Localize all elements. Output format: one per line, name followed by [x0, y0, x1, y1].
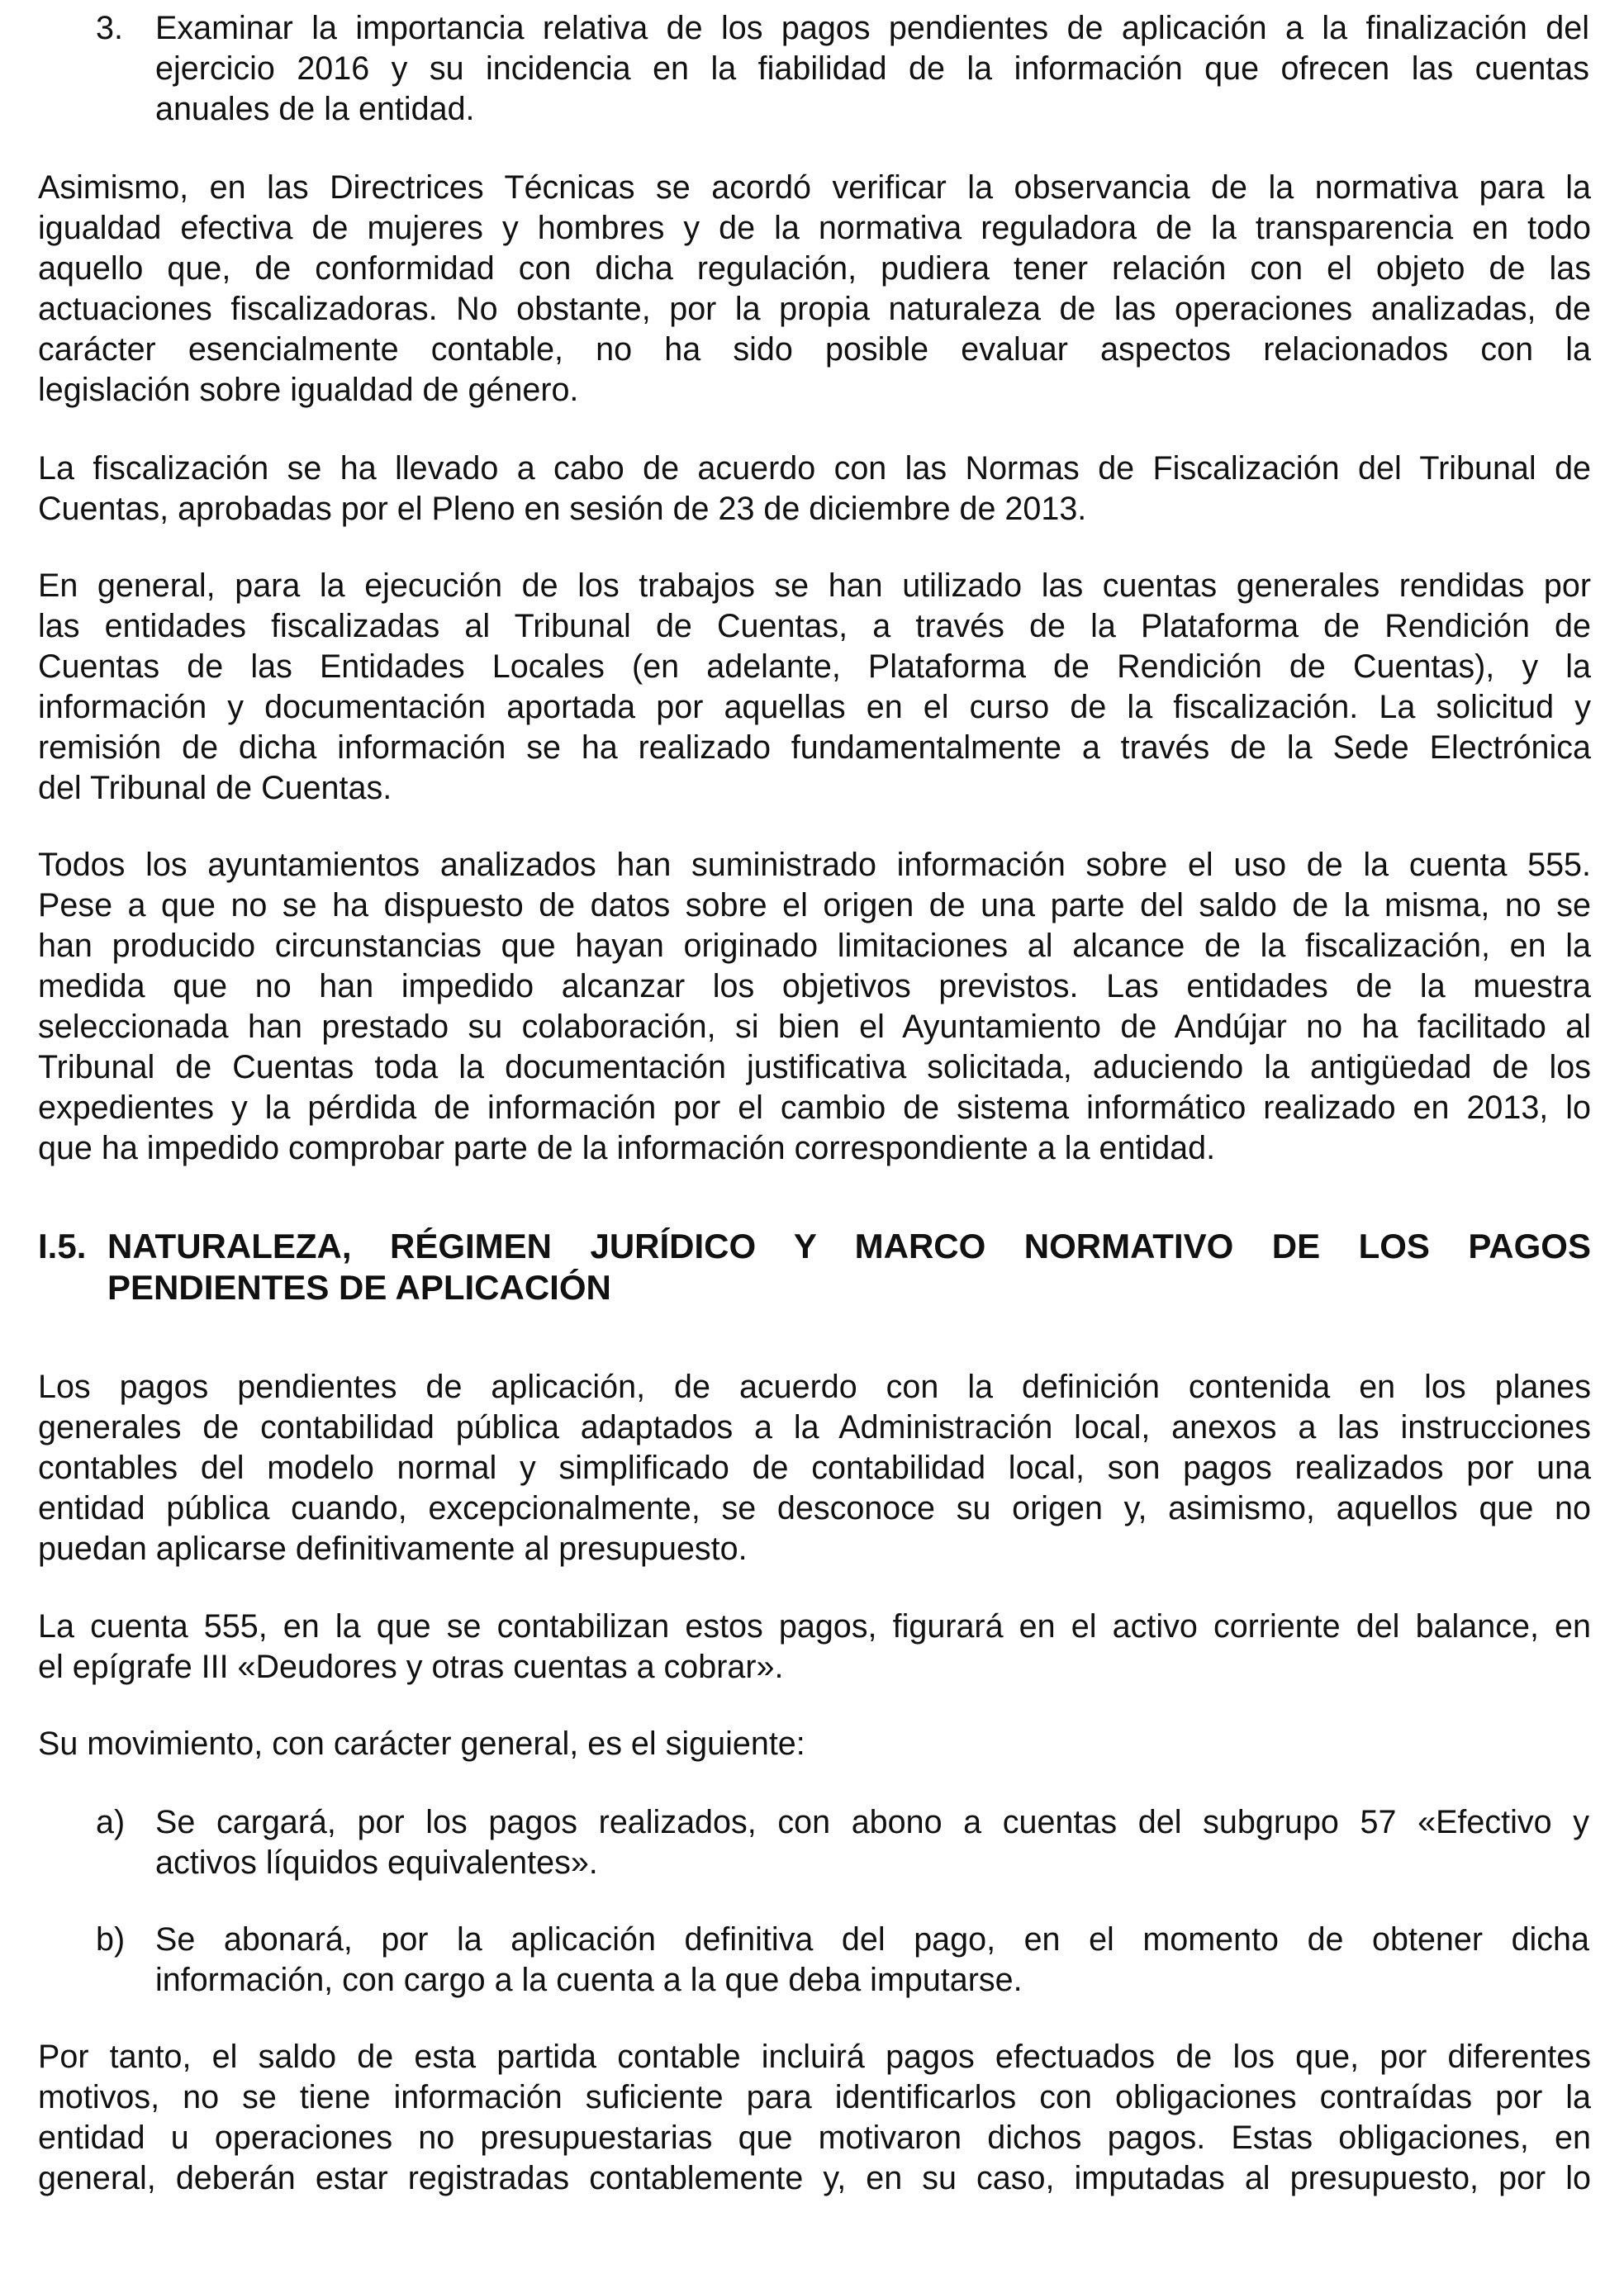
- text-line: remisión de dicha información se ha realizado fundamentalmente a través de la Sede Electrónica: [38, 729, 1591, 766]
- heading-line: NATURALEZA, RÉGIMEN JURÍDICO Y MARCO NORMATIVO DE LOS PAGOS: [107, 1227, 1591, 1265]
- movement-item-a: [96, 1802, 1591, 1885]
- paragraph-por-tanto: [38, 2037, 1591, 2199]
- section-title: [107, 1226, 1591, 1308]
- text-line: ejercicio 2016 y su incidencia en la fiabilidad de la información que ofrecen las cuentas: [155, 50, 1589, 87]
- paragraph-pagos-pendientes: [38, 1367, 1591, 1569]
- text-line: expedientes y la pérdida de información por el cambio de sistema informático realizado en 2013, lo: [38, 1090, 1591, 1126]
- list-marker: a): [96, 1804, 126, 1840]
- text-line: entidad u operaciones no presupuestarias que motivaron dichos pagos. Estas obligaciones, en: [38, 2120, 1591, 2156]
- objective-item-3: [96, 8, 1591, 132]
- text-line: igualdad efectiva de mujeres y hombres y de la normativa reguladora de la transparencia en todo: [38, 210, 1591, 246]
- text-line: han producido circunstancias que hayan originado limitaciones al alcance de la fiscalización, en la: [38, 928, 1591, 964]
- section-number: I.5.: [38, 1227, 87, 1265]
- text-line: Pese a que no se ha dispuesto de datos sobre el origen de una parte del saldo de la misma, no se: [38, 887, 1591, 923]
- text-line: generales de contabilidad pública adaptados a la Administración local, anexos a las instrucciones: [38, 1409, 1591, 1446]
- text-line: Su movimiento, con carácter general, es el siguiente:: [38, 1726, 805, 1762]
- list-item-text: [155, 1920, 1589, 2001]
- text-line: Cuentas de las Entidades Locales (en adelante, Plataforma de Rendición de Cuentas), y la: [38, 648, 1591, 685]
- text-line: activos líquidos equivalentes».: [155, 1844, 598, 1881]
- text-line: entidad pública cuando, excepcionalmente, se desconoce su origen y, asimismo, aquellos que no: [38, 1490, 1591, 1526]
- paragraph-movimiento: [38, 1724, 1591, 1764]
- text-line: Tribunal de Cuentas toda la documentación justificativa solicitada, aduciendo la antigüedad de los: [38, 1049, 1591, 1085]
- text-line: Asimismo, en las Directrices Técnicas se acordó verificar la observancia de la normativa para la: [38, 169, 1591, 206]
- list-marker: b): [96, 1921, 126, 1958]
- text-line: contables del modelo normal y simplificado de contabilidad local, son pagos realizados por una: [38, 1450, 1591, 1486]
- list-item-text: [155, 1802, 1589, 1883]
- text-line: legislación sobre igualdad de género.: [38, 372, 579, 408]
- text-line: seleccionada han prestado su colaboración, si bien el Ayuntamiento de Andújar no ha facilitado al: [38, 1009, 1591, 1045]
- text-line: carácter esencialmente contable, no ha sido posible evaluar aspectos relacionados con la: [38, 331, 1591, 368]
- list-item-text: [155, 8, 1589, 130]
- text-line: Examinar la importancia relativa de los pagos pendientes de aplicación a la finalización del: [155, 10, 1589, 46]
- text-line: Todos los ayuntamientos analizados han suministrado información sobre el uso de la cuenta 555.: [38, 847, 1591, 883]
- text-line: En general, para la ejecución de los trabajos se han utilizado las cuentas generales rendidas por: [38, 567, 1591, 604]
- paragraph-cuenta-555: [38, 1607, 1591, 1688]
- list-marker: 3.: [96, 10, 123, 46]
- text-line: Cuentas, aprobadas por el Pleno en sesión de 23 de diciembre de 2013.: [38, 491, 1087, 527]
- movement-item-b: [96, 1920, 1591, 2002]
- text-line: actuaciones fiscalizadoras. No obstante, por la propia naturaleza de las operaciones analizadas, de: [38, 291, 1591, 327]
- text-line: La fiscalización se ha llevado a cabo de acuerdo con las Normas de Fiscalización del Tribunal de: [38, 450, 1591, 487]
- text-line: motivos, no se tiene información suficiente para identificarlos con obligaciones contraídas por la: [38, 2079, 1591, 2115]
- paragraph-todos: [38, 845, 1591, 1169]
- heading-line: PENDIENTES DE APLICACIÓN: [107, 1268, 611, 1307]
- text-line: información y documentación aportada por aquellas en el curso de la fiscalización. La solicitud y: [38, 689, 1591, 725]
- text-line: medida que no han impedido alcanzar los objetivos previstos. Las entidades de la muestra: [38, 968, 1591, 1004]
- section-heading: [38, 1226, 1591, 1317]
- text-line: La cuenta 555, en la que se contabilizan estos pagos, figurará en el activo corriente del balance, en: [38, 1608, 1591, 1645]
- text-line: Se abonará, por la aplicación definitiva del pago, en el momento de obtener dicha: [155, 1921, 1589, 1958]
- text-line: las entidades fiscalizadas al Tribunal de Cuentas, a través de la Plataforma de Rendición de: [38, 608, 1591, 644]
- text-line: información, con cargo a la cuenta a la que deba imputarse.: [155, 1962, 1023, 1998]
- text-line: que ha impedido comprobar parte de la información correspondiente a la entidad.: [38, 1130, 1216, 1166]
- text-line: anuales de la entidad.: [155, 91, 475, 127]
- text-line: del Tribunal de Cuentas.: [38, 770, 392, 806]
- text-line: Los pagos pendientes de aplicación, de acuerdo con la definición contenida en los planes: [38, 1369, 1591, 1405]
- text-line: aquello que, de conformidad con dicha regulación, pudiera tener relación con el objeto de las: [38, 250, 1591, 287]
- paragraph-en-general: [38, 566, 1591, 809]
- text-line: Se cargará, por los pagos realizados, con abono a cuentas del subgrupo 57 «Efectivo y: [155, 1804, 1589, 1840]
- text-line: puedan aplicarse definitivamente al presupuesto.: [38, 1531, 748, 1567]
- text-line: general, deberán estar registradas contablemente y, en su caso, imputadas al presupuesto, por lo: [38, 2160, 1591, 2196]
- text-line: el epígrafe III «Deudores y otras cuentas a cobrar».: [38, 1649, 784, 1685]
- paragraph-fiscalizacion: [38, 449, 1591, 529]
- text-line: Por tanto, el saldo de esta partida contable incluirá pagos efectuados de los que, por diferentes: [38, 2039, 1591, 2075]
- paragraph-asimismo: [38, 168, 1591, 411]
